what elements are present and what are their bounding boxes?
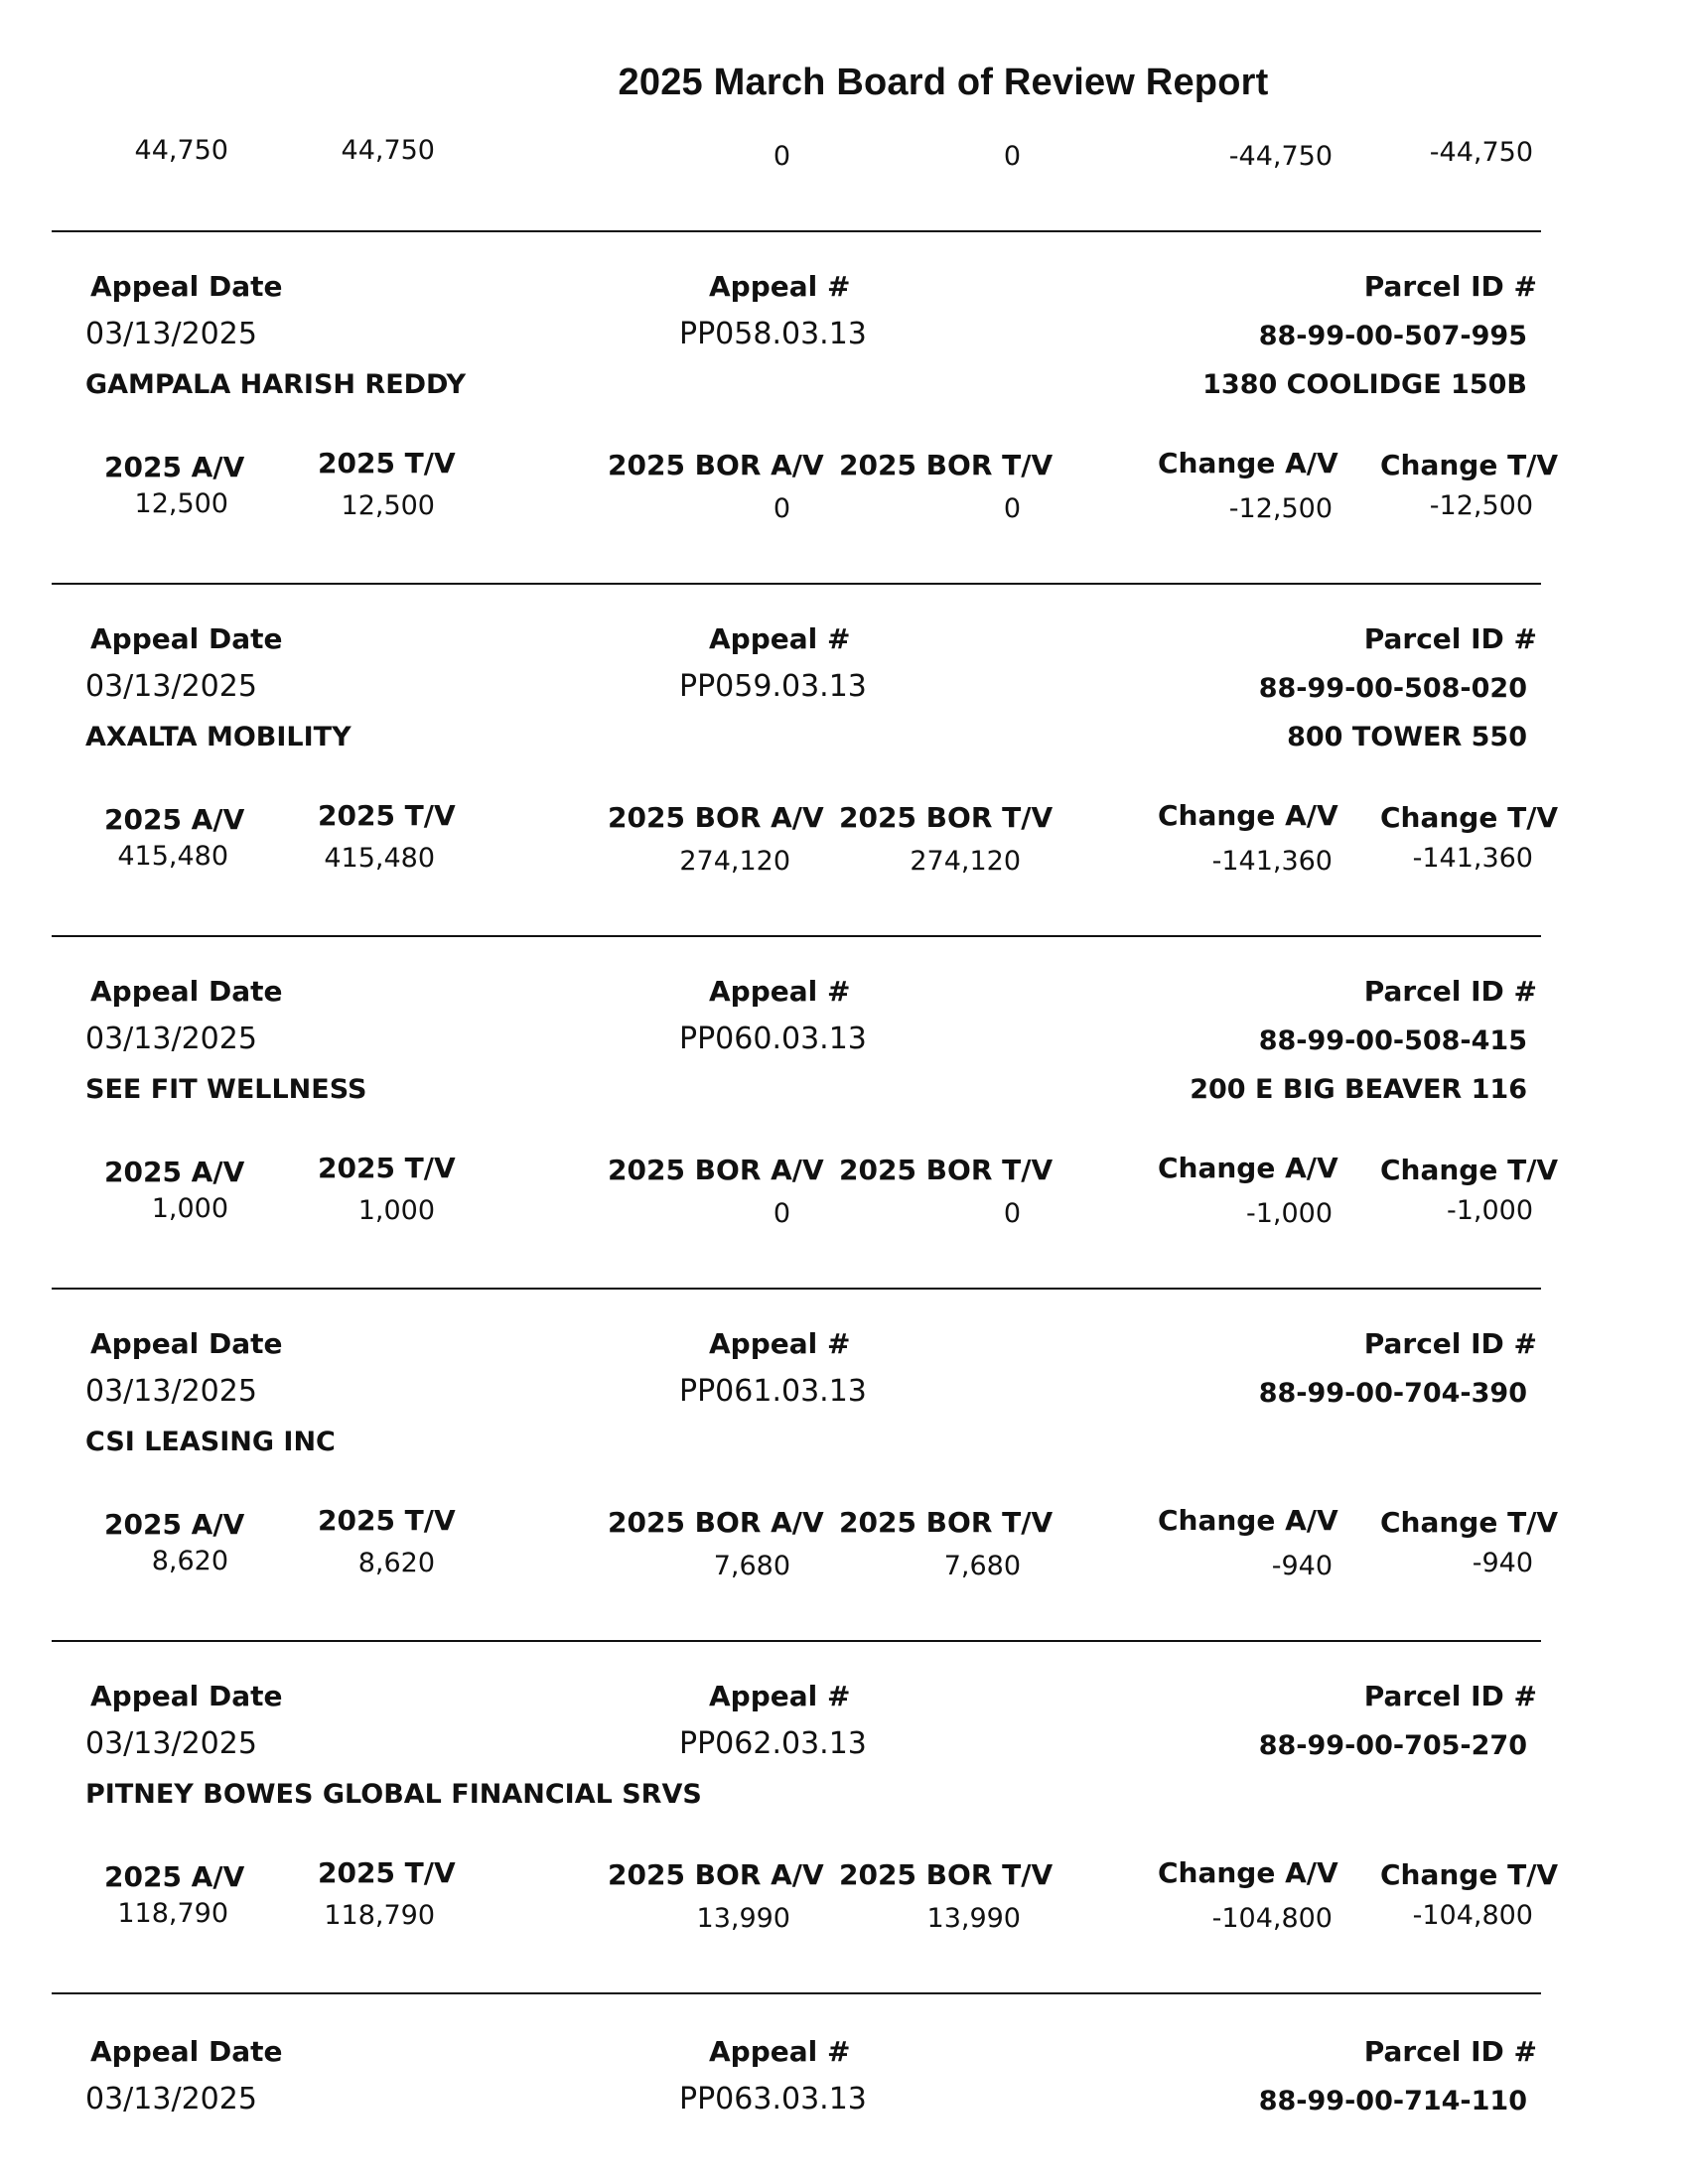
- appeal-date-label: Appeal Date: [90, 1680, 283, 1712]
- bor-tv-value: 7,680: [943, 1551, 1021, 1581]
- av-label: 2025 A/V: [104, 1860, 245, 1893]
- change-tv-label: Change T/V: [1380, 1154, 1559, 1186]
- bor-av-value: 13,990: [696, 1903, 790, 1934]
- av-label: 2025 A/V: [104, 803, 245, 836]
- appeal-number-label: Appeal #: [709, 975, 851, 1008]
- bor-av-label: 2025 BOR A/V: [608, 1506, 824, 1539]
- appeal-date-value: 03/13/2025: [85, 1374, 257, 1409]
- page-title: 2025 March Board of Review Report: [618, 62, 1269, 103]
- owner-name: AXALTA MOBILITY: [85, 722, 352, 752]
- change-av-value: -104,800: [1211, 1903, 1333, 1934]
- parcel-id-label: Parcel ID #: [1363, 1680, 1537, 1712]
- change-av-value: -1,000: [1245, 1198, 1333, 1229]
- av-label: 2025 A/V: [104, 451, 245, 483]
- appeal-date-value: 03/13/2025: [85, 1726, 257, 1761]
- change-av-label: Change A/V: [1158, 447, 1338, 479]
- appeal-date-label: Appeal Date: [90, 975, 283, 1008]
- bor-tv-label: 2025 BOR T/V: [839, 1154, 1054, 1186]
- change-av-value: -12,500: [1228, 493, 1333, 524]
- owner-name: PITNEY BOWES GLOBAL FINANCIAL SRVS: [85, 1779, 702, 1810]
- section-divider: [52, 1992, 1541, 1994]
- owner-name: CSI LEASING INC: [85, 1427, 336, 1457]
- appeal-number-value: PP061.03.13: [679, 1374, 867, 1409]
- appeal-number-value: PP059.03.13: [679, 669, 867, 704]
- tv-value: 12,500: [341, 490, 435, 521]
- appeal-number-label: Appeal #: [709, 1680, 851, 1712]
- section-divider: [52, 583, 1541, 585]
- av-label: 2025 A/V: [104, 1508, 245, 1541]
- bor-av-value: 0: [773, 493, 790, 524]
- change-tv-value: -12,500: [1429, 490, 1533, 521]
- change-av-value: -44,750: [1228, 141, 1333, 172]
- section-divider: [52, 1288, 1541, 1290]
- appeal-date-label: Appeal Date: [90, 1327, 283, 1360]
- change-tv-label: Change T/V: [1380, 449, 1559, 481]
- bor-tv-value: 274,120: [910, 846, 1021, 877]
- appeal-date-value: 03/13/2025: [85, 2082, 257, 2116]
- bor-tv-value: 0: [1003, 1198, 1021, 1229]
- parcel-id-label: Parcel ID #: [1363, 1327, 1537, 1360]
- change-av-label: Change A/V: [1158, 1152, 1338, 1184]
- section-divider: [52, 935, 1541, 937]
- appeal-number-value: PP058.03.13: [679, 317, 867, 351]
- change-tv-label: Change T/V: [1380, 801, 1559, 834]
- appeal-number-label: Appeal #: [709, 1327, 851, 1360]
- av-value: 1,000: [151, 1193, 228, 1224]
- tv-label: 2025 T/V: [318, 799, 456, 832]
- bor-tv-value: 0: [1003, 493, 1021, 524]
- appeal-number-label: Appeal #: [709, 622, 851, 655]
- bor-tv-value: 0: [1003, 141, 1021, 172]
- owner-name: GAMPALA HARISH REDDY: [85, 369, 467, 400]
- change-tv-label: Change T/V: [1380, 1506, 1559, 1539]
- parcel-id-value: 88-99-00-508-415: [1258, 1025, 1527, 1056]
- parcel-id-label: Parcel ID #: [1363, 270, 1537, 303]
- tv-label: 2025 T/V: [318, 1504, 456, 1537]
- appeal-date-value: 03/13/2025: [85, 669, 257, 704]
- tv-label: 2025 T/V: [318, 1152, 456, 1184]
- appeal-number-value: PP062.03.13: [679, 1726, 867, 1761]
- tv-value: 8,620: [357, 1548, 435, 1578]
- parcel-id-label: Parcel ID #: [1363, 622, 1537, 655]
- parcel-id-value: 88-99-00-705-270: [1258, 1730, 1527, 1761]
- bor-tv-label: 2025 BOR T/V: [839, 1506, 1054, 1539]
- bor-tv-label: 2025 BOR T/V: [839, 449, 1054, 481]
- change-tv-value: -940: [1472, 1548, 1533, 1578]
- bor-av-value: 0: [773, 141, 790, 172]
- owner-name: SEE FIT WELLNESS: [85, 1074, 367, 1105]
- change-tv-value: -141,360: [1412, 843, 1533, 874]
- bor-av-label: 2025 BOR A/V: [608, 1154, 824, 1186]
- section-divider: [52, 1640, 1541, 1642]
- property-address: 1380 COOLIDGE 150B: [1202, 369, 1527, 400]
- av-value: 415,480: [117, 841, 228, 872]
- tv-value: 118,790: [324, 1900, 435, 1931]
- bor-av-value: 274,120: [679, 846, 790, 877]
- change-tv-label: Change T/V: [1380, 1858, 1559, 1891]
- av-value: 8,620: [151, 1546, 228, 1576]
- appeal-date-label: Appeal Date: [90, 622, 283, 655]
- change-tv-value: -1,000: [1446, 1195, 1533, 1226]
- tv-value: 415,480: [324, 843, 435, 874]
- bor-tv-label: 2025 BOR T/V: [839, 801, 1054, 834]
- tv-value: 1,000: [357, 1195, 435, 1226]
- change-av-label: Change A/V: [1158, 1504, 1338, 1537]
- appeal-date-value: 03/13/2025: [85, 1022, 257, 1056]
- parcel-id-value: 88-99-00-507-995: [1258, 321, 1527, 351]
- property-address: 800 TOWER 550: [1287, 722, 1527, 752]
- appeal-number-value: PP063.03.13: [679, 2082, 867, 2116]
- appeal-number-label: Appeal #: [709, 2035, 851, 2068]
- av-label: 2025 A/V: [104, 1156, 245, 1188]
- change-av-label: Change A/V: [1158, 1856, 1338, 1889]
- appeal-date-label: Appeal Date: [90, 270, 283, 303]
- change-av-value: -141,360: [1211, 846, 1333, 877]
- appeal-number-value: PP060.03.13: [679, 1022, 867, 1056]
- appeal-date-label: Appeal Date: [90, 2035, 283, 2068]
- parcel-id-value: 88-99-00-714-110: [1258, 2086, 1527, 2116]
- bor-tv-value: 13,990: [926, 1903, 1021, 1934]
- property-address: 200 E BIG BEAVER 116: [1190, 1074, 1527, 1105]
- change-av-label: Change A/V: [1158, 799, 1338, 832]
- av-value: 12,500: [134, 488, 228, 519]
- av-value: 118,790: [117, 1898, 228, 1929]
- tv-label: 2025 T/V: [318, 1856, 456, 1889]
- change-tv-value: -104,800: [1412, 1900, 1533, 1931]
- parcel-id-label: Parcel ID #: [1363, 975, 1537, 1008]
- bor-tv-label: 2025 BOR T/V: [839, 1858, 1054, 1891]
- parcel-id-label: Parcel ID #: [1363, 2035, 1537, 2068]
- bor-av-value: 0: [773, 1198, 790, 1229]
- tv-value: 44,750: [341, 135, 435, 166]
- appeal-date-value: 03/13/2025: [85, 317, 257, 351]
- bor-av-label: 2025 BOR A/V: [608, 449, 824, 481]
- parcel-id-value: 88-99-00-508-020: [1258, 673, 1527, 704]
- av-value: 44,750: [134, 135, 228, 166]
- bor-av-label: 2025 BOR A/V: [608, 1858, 824, 1891]
- change-tv-value: -44,750: [1429, 137, 1533, 168]
- parcel-id-value: 88-99-00-704-390: [1258, 1378, 1527, 1409]
- bor-av-label: 2025 BOR A/V: [608, 801, 824, 834]
- change-av-value: -940: [1271, 1551, 1333, 1581]
- section-divider: [52, 230, 1541, 232]
- bor-av-value: 7,680: [713, 1551, 790, 1581]
- appeal-number-label: Appeal #: [709, 270, 851, 303]
- tv-label: 2025 T/V: [318, 447, 456, 479]
